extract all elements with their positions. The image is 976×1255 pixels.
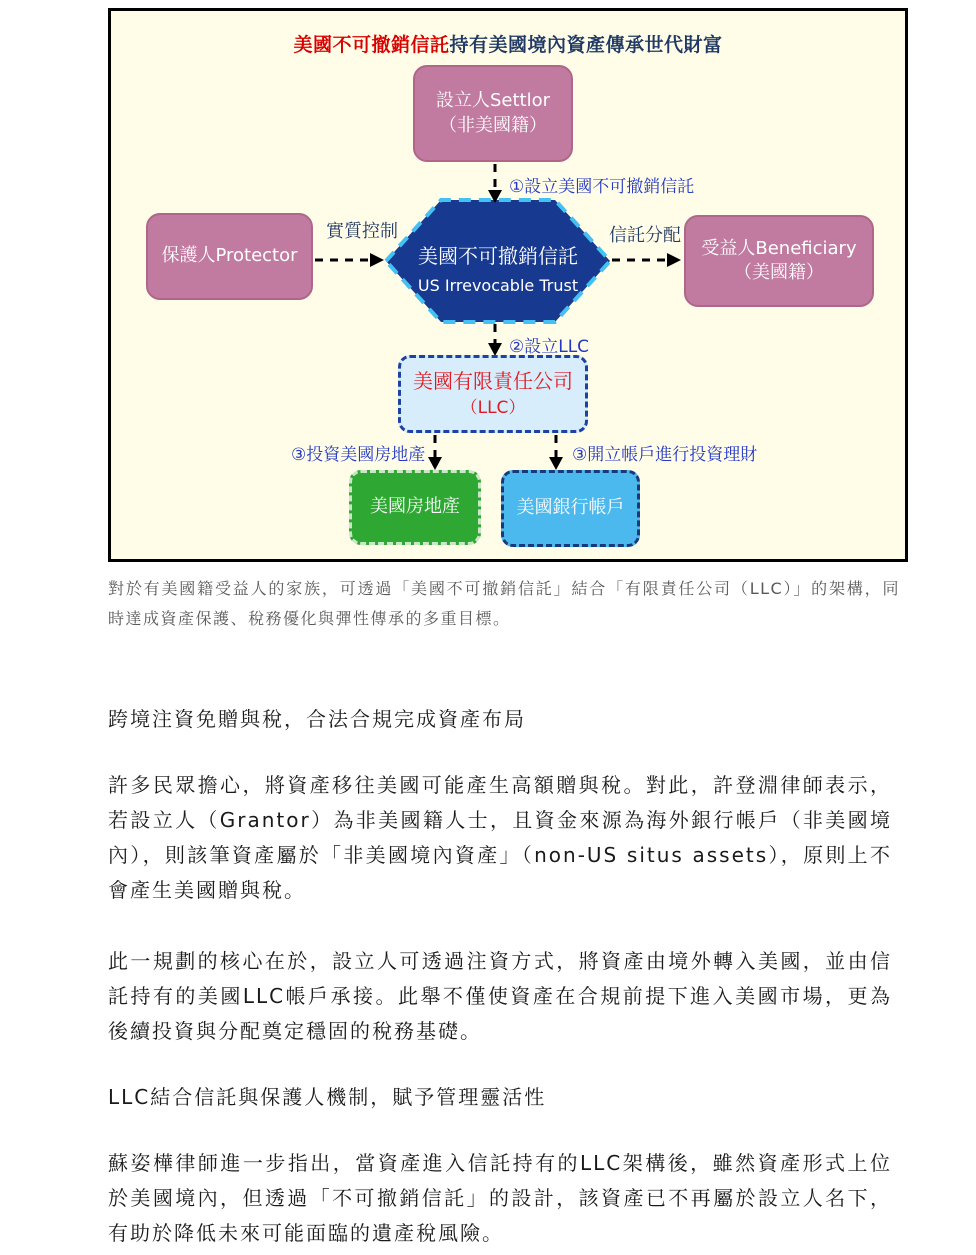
edge-label-distribution: 信託分配 [609,225,681,246]
edge-label-step2: ②設立LLC [509,337,590,357]
settlor-line1: 設立人Settlor [435,90,551,112]
node-beneficiary [684,215,874,307]
article-paragraph-3: 蘇姿樺律師進一步指出，當資產進入信託持有的LLC架構後，雖然資產形式上位於美國境內，但透過「不可撤銷信託」的設計，該資產已不再屬於設立人名下，有助於降低未來可能面臨的遺產稅風險。 [108,1151,892,1245]
section-heading-2: LLC結合信託與保護人機制，賦予管理靈活性 [108,1085,547,1109]
section-heading-1: 跨境注資免贈與稅，合法合規完成資產布局 [108,707,526,731]
node-llc [398,355,588,433]
real-estate-label: 美國房地產 [370,496,460,518]
diagram-title-rest: 持有美國境內資產傳承世代財富 [449,34,723,56]
figure-caption: 對於有美國籍受益人的家族，可透過「美國不可撤銷信託」結合「有限責任公司（LLC）」的架構，同時達成資產保護、稅務優化與彈性傳承的多重目標。 [108,579,900,628]
trust-line2: US Irrevocable Trust [417,276,579,296]
bank-account-label: 美國銀行帳戶 [516,497,625,519]
arrowhead-step3b [549,457,563,470]
edge-label-step3b: ③開立帳戶進行投資理財 [572,445,758,465]
beneficiary-line2: （美國籍） [734,262,824,283]
node-real-estate [349,470,481,545]
node-settlor [413,65,573,162]
arrowhead-control [370,253,384,267]
protector-label: 保護人Protector [161,245,298,267]
llc-line1: 美國有限責任公司 [413,369,573,394]
article-paragraph-1: 許多民眾擔心，將資產移往美國可能產生高額贈與稅。對此，許登淵律師表示，若設立人（Grantor）為非美國籍人士，且資金來源為海外銀行帳戶（非美國境內），則該筆資產屬於「非美國境內資產」（non-US situs assets），原則上不會產生美國贈與稅。 [108,773,892,902]
arrowhead-step3a [428,457,442,470]
node-trust [398,231,598,309]
node-bank-account [501,470,640,547]
arrowhead-distribution [667,253,681,267]
edge-label-step3a: ③投資美國房地產 [291,445,426,465]
trust-line1: 美國不可撤銷信託 [418,244,578,269]
beneficiary-line1: 受益人Beneficiary [701,237,857,259]
edge-label-control: 實質控制 [326,221,398,242]
edge-label-step1: ①設立美國不可撤銷信託 [509,177,695,197]
node-protector [146,213,313,300]
article-paragraph-2: 此一規劃的核心在於，設立人可透過注資方式，將資產由境外轉入美國，並由信託持有的美國LLC帳戶承接。此舉不僅使資產在合規前提下進入美國市場，更為後續投資與分配奠定穩固的稅務基礎。 [108,949,892,1043]
llc-line2: （LLC） [460,398,526,419]
diagram-title-highlight: 美國不可撤銷信託 [293,34,450,56]
settlor-line2: （非美國籍） [439,114,547,136]
diagram-frame [108,8,908,562]
